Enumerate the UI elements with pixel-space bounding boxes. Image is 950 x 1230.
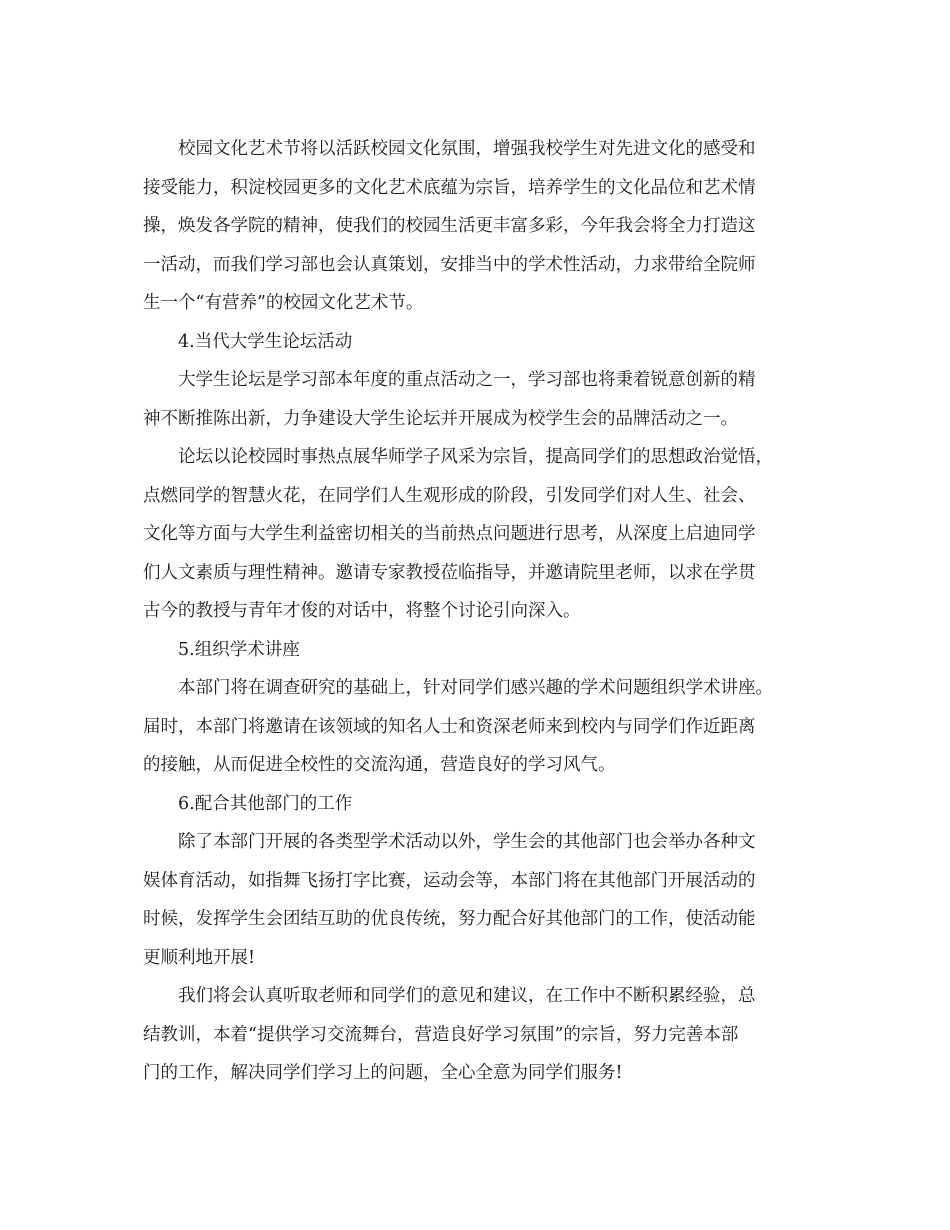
text-line: 文化等方面与大学生利益密切相关的当前热点问题进行思考，从深度上启迪同学: [143, 524, 756, 544]
text-line: 除了本部门开展的各类型学术活动以外，学生会的其他部门也会举办各种文: [178, 832, 756, 852]
text-line: 届时，本部门将邀请在该领域的知名人士和资深老师来到校内与同学们作近距离: [143, 716, 756, 737]
section-heading: 4.当代大学生论坛活动: [178, 331, 353, 352]
text-line: 论坛以论校园时事热点展华师学子风采为宗旨，提高同学们的思想政治觉悟，: [178, 447, 773, 467]
text-line: 生一个“有营养”的校园文化艺术节。: [143, 293, 424, 313]
text-line: 结教训，本着“提供学习交流舞台，营造良好学习氛围”的宗旨，努力完善本部: [143, 1024, 739, 1045]
section-heading: 6.配合其他部门的工作: [178, 793, 353, 814]
text-line: 校园文化艺术节将以活跃校园文化氛围，增强我校学生对先进文化的感受和: [178, 139, 756, 159]
text-line: 大学生论坛是学习部本年度的重点活动之一，学习部也将秉着锐意创新的精: [178, 370, 756, 390]
text-line: 门的工作，解决同学们学习上的问题，全心全意为同学们服务!: [143, 1063, 623, 1083]
text-line: 我们将会认真听取老师和同学们的意见和建议，在工作中不断积累经验，总: [178, 986, 756, 1006]
document-page: [143, 130, 806, 1093]
text-line: 们人文素质与理性精神。邀请专家教授莅临指导，并邀请院里老师，以求在学贯: [143, 562, 756, 583]
text-line: 古今的教授与青年才俊的对话中，将整个讨论引向深入。: [143, 601, 581, 621]
section-heading: 5.组织学术讲座: [178, 639, 300, 660]
text-line: 神不断推陈出新，力争建设大学生论坛并开展成为校学生会的品牌活动之一。: [143, 408, 738, 429]
text-line: 的接触，从而促进全校性的交流沟通，营造良好的学习风气。: [143, 755, 616, 775]
text-line: 操，焕发各学院的精神，使我们的校园生活更丰富多彩，今年我会将全力打造这: [143, 216, 756, 236]
text-line: 一活动，而我们学习部也会认真策划，安排当中的学术性活动，力求带给全院师: [143, 254, 756, 275]
text-line: 娱体育活动，如指舞飞扬打字比赛，运动会等，本部门将在其他部门开展活动的: [143, 870, 756, 891]
text-line: 点燃同学的智慧火花，在同学们人生观形成的阶段，引发同学们对人生、社会、: [143, 485, 756, 506]
text-line: 接受能力，积淀校园更多的文化艺术底蕴为宗旨，培养学生的文化品位和艺术情: [143, 177, 756, 198]
text-line: 更顺利地开展!: [143, 947, 256, 968]
text-line: 时候，发挥学生会团结互助的优良传统，努力配合好其他部门的工作，使活动能: [143, 909, 756, 929]
text-line: 本部门将在调查研究的基础上，针对同学们感兴趣的学术问题组织学术讲座。: [178, 678, 773, 698]
